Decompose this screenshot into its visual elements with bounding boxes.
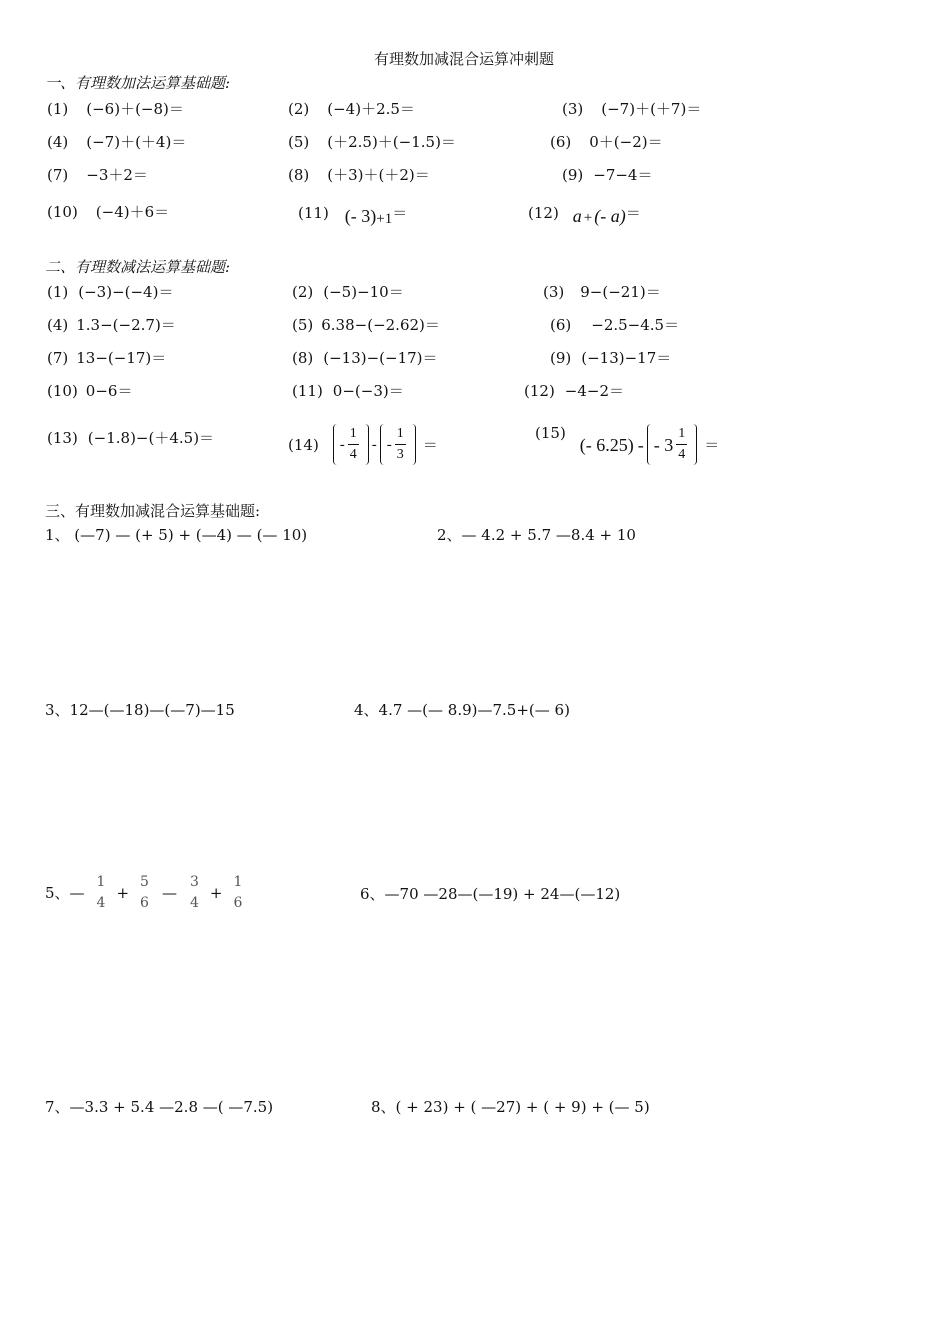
problem-number: (10): [47, 203, 78, 221]
sign: -: [386, 436, 392, 453]
problem-3-3: 3、12—(—18)—(—7)—15: [45, 701, 235, 719]
problem-2-3: [543, 283, 661, 301]
problem-3-7: 7、—3.3 + 5.4 —2.8 —( —7.5): [45, 1098, 274, 1116]
problem-expression: 0−(−3)＝: [332, 382, 404, 400]
problem-expression: 0−6＝: [85, 382, 133, 400]
problem-expression-part: +: [583, 210, 593, 226]
problem-expression-part: (- 3): [344, 206, 377, 226]
fraction: [395, 426, 406, 463]
fraction: [138, 874, 151, 911]
operator: +: [116, 883, 130, 902]
problem-expression-part: +1: [376, 211, 393, 227]
problem-number: (6): [550, 133, 572, 151]
problem-expression: (−6)＋(−8)＝: [86, 100, 184, 118]
problem-prefix: 5、—: [45, 883, 85, 902]
problem-number: (4): [47, 133, 69, 151]
problem-1-6: [550, 133, 663, 151]
fraction: [676, 426, 687, 463]
problem-1-8: [288, 166, 430, 184]
problem-expression-part: (- 6.25): [579, 434, 634, 455]
problem-expression: (＋2.5)＋(−1.5)＝: [327, 133, 456, 151]
problem-number: (15): [535, 424, 566, 442]
problem-number: (5): [288, 133, 310, 151]
problem-2-15: [535, 424, 719, 465]
problem-expression: (−4)＋6＝: [95, 203, 170, 221]
problem-expression-part: ＝: [392, 204, 408, 222]
numerator: 5: [140, 874, 149, 890]
problem-number: (10): [47, 382, 78, 400]
problem-expression: 6.38−(−2.62)＝: [321, 316, 440, 334]
numerator: 3: [189, 874, 199, 890]
problem-expression: 9−(−21)＝: [580, 283, 661, 301]
problem-2-6: [550, 316, 679, 334]
section-1-heading: 一、有理数加法运算基础题:: [45, 74, 231, 92]
problem-3-2: 2、— 4.2 + 5.7 —8.4 + 10: [437, 526, 636, 544]
problem-expression: (−5)−10＝: [323, 283, 404, 301]
equals-sign: ＝: [704, 435, 720, 454]
problem-1-3: [562, 100, 701, 118]
problem-number: (8): [288, 166, 310, 184]
fraction: [188, 874, 201, 911]
problem-number: (7): [47, 349, 69, 367]
problem-2-2: [292, 283, 404, 301]
denominator: 4: [349, 447, 357, 462]
operator: -: [371, 436, 377, 453]
problem-number: (11): [298, 204, 329, 222]
operator: -: [637, 434, 644, 455]
problem-2-10: [47, 382, 132, 400]
problem-expression-part: ＝: [625, 204, 641, 222]
fraction: [95, 874, 108, 911]
problem-expression: −7−4＝: [593, 166, 653, 184]
numerator: 1: [678, 426, 686, 441]
problem-number: (3): [562, 100, 584, 118]
fraction: [231, 874, 244, 911]
problem-2-12: [524, 382, 624, 400]
problem-number: (3): [543, 283, 565, 301]
section-3-heading: 三、有理数加减混合运算基础题:: [45, 502, 261, 520]
problem-expression: −4−2＝: [564, 382, 625, 400]
problem-number: (12): [524, 382, 555, 400]
absolute-value: [647, 424, 698, 465]
problem-2-1: [47, 283, 173, 301]
operator: —: [161, 883, 177, 902]
problem-3-6: 6、—70 —28—(—19) + 24—(—12): [360, 885, 621, 903]
numerator: 1: [349, 426, 357, 441]
problem-2-4: [47, 316, 176, 334]
problem-2-11: [292, 382, 404, 400]
denominator: 4: [678, 447, 686, 462]
problem-2-8: [292, 349, 438, 367]
problem-2-9: [550, 349, 671, 367]
fraction: [348, 426, 359, 463]
problem-number: (7): [47, 166, 69, 184]
problem-number: (1): [47, 100, 69, 118]
problem-2-14: [288, 424, 438, 465]
problem-1-4: [47, 133, 186, 151]
problem-1-11: [298, 203, 408, 227]
problem-1-12: [528, 203, 641, 226]
problem-2-7: [47, 349, 166, 367]
problem-number: (11): [292, 382, 323, 400]
page-title: 有理数加减混合运算冲刺题: [374, 50, 555, 68]
absolute-value: [333, 424, 369, 465]
denominator: 4: [189, 895, 199, 911]
equals-sign: ＝: [422, 435, 438, 454]
problem-2-13: [47, 429, 214, 447]
sign: -: [339, 436, 345, 453]
problem-number: (2): [292, 283, 314, 301]
problem-3-1: 1、 (—7) — (+ 5) + (—4) — (— 10): [45, 526, 308, 544]
problem-expression: 13−(−17)＝: [76, 349, 167, 367]
problem-expression: (−13)−(−17)＝: [323, 349, 438, 367]
problem-number: (9): [550, 349, 572, 367]
problem-expression-part: a: [572, 206, 582, 226]
problem-number: (5): [292, 316, 314, 334]
problem-1-10: [47, 203, 169, 221]
denominator: 6: [233, 895, 243, 911]
problem-1-7: [47, 166, 148, 184]
numerator: 1: [96, 874, 106, 890]
problem-number: (9): [562, 166, 584, 184]
problem-number: (6): [550, 316, 572, 334]
problem-3-4: 4、4.7 —(— 8.9)—7.5+(— 6): [354, 701, 570, 719]
problem-number: (12): [528, 204, 559, 222]
absolute-value: [380, 424, 416, 465]
operator: +: [209, 883, 223, 902]
problem-expression: (−13)−17＝: [581, 349, 672, 367]
denominator: 6: [140, 895, 149, 911]
mixed-number-whole: - 3: [653, 434, 674, 455]
numerator: 1: [396, 426, 404, 441]
problem-expression: 1.3−(−2.7)＝: [76, 316, 176, 334]
problem-1-5: [288, 133, 456, 151]
problem-expression-part: (- a): [594, 206, 626, 226]
section-2-heading: 二、有理数减法运算基础题:: [45, 258, 231, 276]
problem-expression: (−7)＋(＋4)＝: [86, 133, 187, 151]
problem-expression: 0＋(−2)＝: [589, 133, 663, 151]
denominator: 4: [96, 895, 106, 911]
problem-1-9: [562, 166, 652, 184]
problem-expression: (−4)＋2.5＝: [327, 100, 415, 118]
problem-expression: (＋3)＋(＋2)＝: [327, 166, 430, 184]
numerator: 1: [233, 874, 243, 890]
problem-number: (2): [288, 100, 310, 118]
problem-expression: (−3)−(−4)＝: [78, 283, 174, 301]
problem-3-5: [45, 874, 247, 911]
problem-number: (4): [47, 316, 69, 334]
problem-number: (13): [47, 429, 78, 447]
problem-1-2: [288, 100, 415, 118]
problem-expression: (−7)＋(＋7)＝: [601, 100, 702, 118]
problem-number: (14): [288, 435, 319, 454]
problem-expression: −3＋2＝: [86, 166, 148, 184]
problem-number: (8): [292, 349, 314, 367]
problem-3-8: 8、( + 23) + ( —27) + ( + 9) + (— 5): [371, 1098, 650, 1116]
problem-2-5: [292, 316, 440, 334]
problem-number: (1): [47, 283, 69, 301]
problem-expression: (−1.8)−(＋4.5)＝: [87, 429, 215, 447]
problem-1-1: [47, 100, 184, 118]
denominator: 3: [396, 447, 404, 462]
problem-expression: −2.5−4.5＝: [591, 316, 680, 334]
